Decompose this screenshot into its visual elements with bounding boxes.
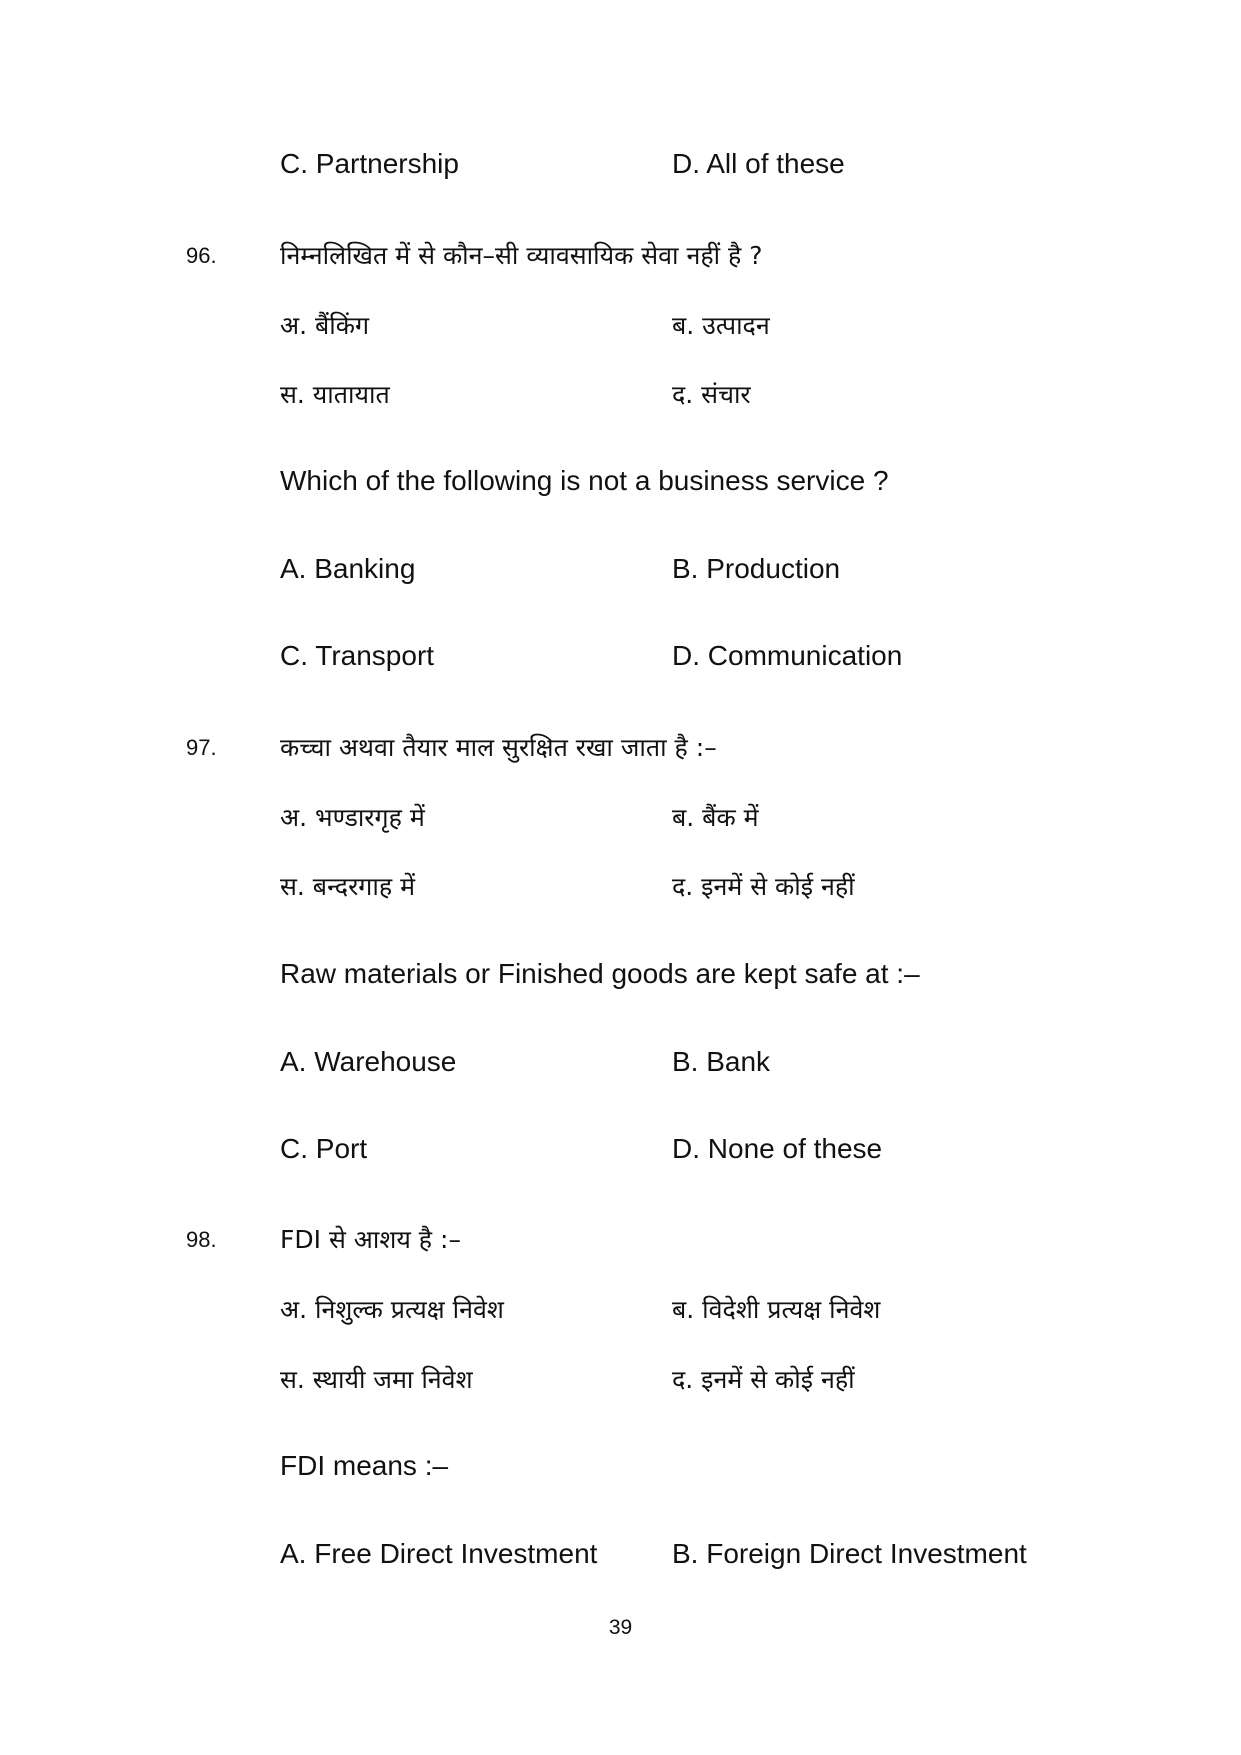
option-english-b: B. Bank [672, 1046, 771, 1077]
question-text-english: Raw materials or Finished goods are kept safe at :– [280, 958, 920, 989]
option-hindi-a: अ. निशुल्क प्रत्यक्ष निवेश [280, 1295, 504, 1324]
question-text-english: FDI means :– [280, 1450, 449, 1481]
question-text-hindi: निम्नलिखित में से कौन–सी व्यावसायिक सेवा नहीं है ? [280, 241, 763, 270]
option-hindi-d: द. इनमें से कोई नहीं [672, 872, 855, 901]
option-hindi-d: द. संचार [672, 380, 751, 409]
option-english-b: B. Production [672, 553, 841, 584]
option-hindi-a: अ. बैंकिंग [280, 311, 370, 340]
option-hindi-d: द. इनमें से कोई नहीं [672, 1365, 855, 1394]
option-english-d: D. Communication [672, 640, 903, 671]
option-english-a: A. Warehouse [280, 1046, 457, 1077]
option-hindi-c: स. बन्दरगाह में [280, 872, 416, 901]
option-hindi-b: ब. विदेशी प्रत्यक्ष निवेश [672, 1295, 881, 1324]
question-number: 96. [186, 243, 217, 268]
page-number: 39 [608, 1616, 633, 1639]
option-english-c: C. Transport [280, 640, 435, 671]
option-hindi-b: ब. उत्पादन [672, 311, 770, 340]
option-hindi-c: स. स्थायी जमा निवेश [280, 1365, 473, 1394]
prev-option-c: C. Partnership [280, 148, 459, 179]
option-hindi-b: ब. बैंक में [672, 803, 759, 832]
option-english-a: A. Banking [280, 553, 416, 584]
option-english-a: A. Free Direct Investment [280, 1538, 598, 1569]
question-text-hindi: FDI से आशय है :– [280, 1225, 461, 1254]
option-hindi-c: स. यातायात [280, 380, 390, 409]
question-number: 98. [186, 1227, 217, 1252]
option-hindi-a: अ. भण्डारगृह में [280, 803, 425, 832]
option-english-c: C. Port [280, 1133, 368, 1164]
question-text-hindi: कच्चा अथवा तैयार माल सुरक्षित रखा जाता है :– [280, 733, 717, 762]
prev-option-d: D. All of these [672, 148, 845, 179]
question-text-english: Which of the following is not a business service ? [280, 465, 889, 496]
question-number: 97. [186, 735, 217, 760]
option-english-b: B. Foreign Direct Investment [672, 1538, 1027, 1569]
option-english-d: D. None of these [672, 1133, 883, 1164]
